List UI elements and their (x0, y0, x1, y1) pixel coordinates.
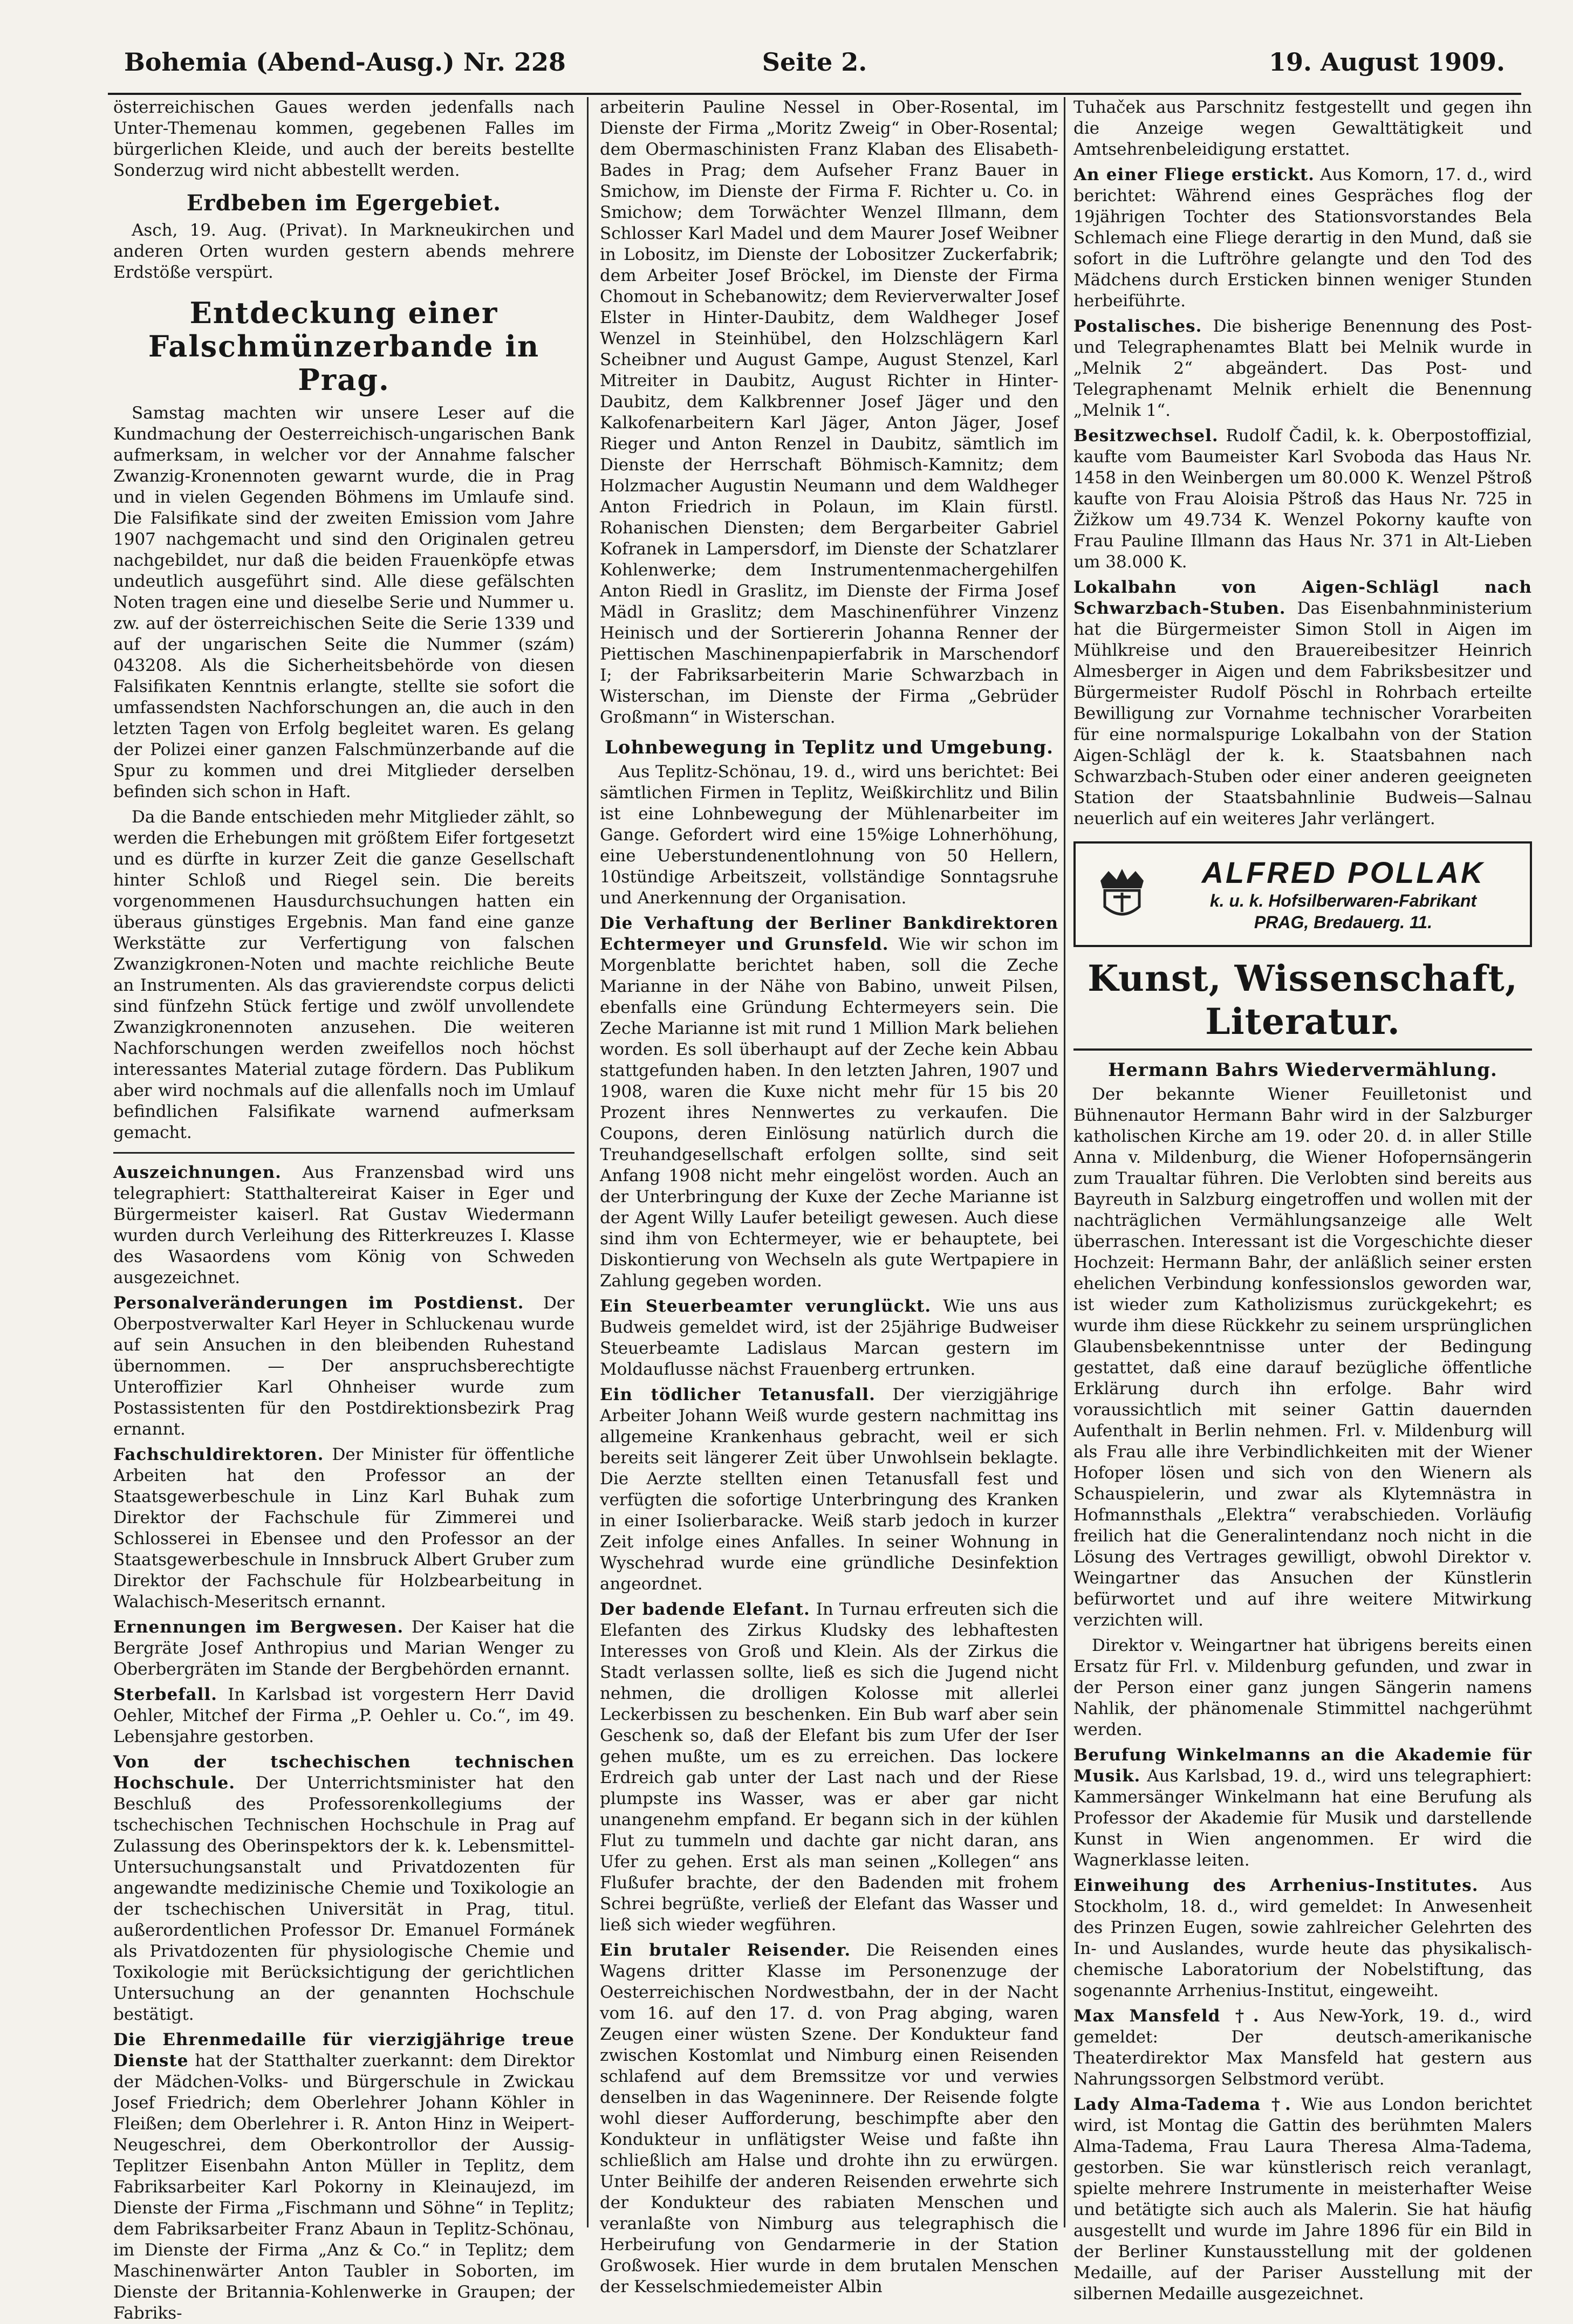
news-item-text: In Karlsbad ist vorgestern Herr David Oehler, Mitchef der Firma „P. Oehler u. Co.“, im 49. Lebensjahre gestorben. (113, 1685, 575, 1746)
news-item-text: Der Unterrichtsminister hat den Beschluß des Professorenkollegiums der tschechischen Technischen Hochschule in Prag auf Zulassung des Oberinspektors der k. k. Lebensmittel-Untersuchungsanstalt und Privatdozenten für angewandte medizinische Chemie und Toxikologie an der tschechischen Universität in Prag, titul. außerordentlichen Professor Dr. Emanuel Formánek als Privatdozenten für physiologische Chemie und Toxikologie mit Berücksichtigung der gerichtlichen Untersuchung an der genannten Hochschule bestätigt. (113, 1773, 575, 2024)
column-1 (113, 97, 575, 2323)
news-item-keyword: Sterbefall. (113, 1685, 217, 1704)
news-item (1073, 316, 1532, 421)
news-item (113, 1444, 575, 1613)
news-item-keyword: Max Mansfeld †. (1073, 2006, 1260, 2026)
news-item-text: Der vierzigjährige Arbeiter Johann Weiß wurde gestern nachmittag ins allgemeine Krankenhaus gebracht, weil er sich bereits seit längerer Zeit über Unwohlsein beklagte. Die Aerzte stellten einen Tetanusfall fest und verfügten die sofortige Unterbringung des Kranken in einer Isolierbaracke. Weiß starb jedoch in kurzer Zeit infolge eines Anfalles. In seiner Wohnung in Wyschehrad wurde eine gründliche Desinfektion angeordnet. (600, 1385, 1058, 1594)
news-item-keyword: Ernennungen im Bergwesen. (113, 1617, 404, 1637)
news-item (1073, 2094, 1532, 2305)
masthead-issue: Bohemia (Abend-Ausg.) Nr. 228 (124, 47, 566, 77)
advertisement-text (1171, 855, 1516, 933)
news-item-keyword: Fachschuldirektoren. (113, 1445, 324, 1464)
news-item-keyword: Der badende Elefant. (600, 1600, 810, 1619)
news-item-text: In Turnau erfreuten sich die Elefanten des Zirkus Kludsky des lebhaftesten Interesses von Groß und Klein. Als der Zirkus die Stadt verlassen sollte, ließ es sich die Jugend nicht nehmen, die drolligen Kolosse mit allerlei Leckerbissen zu beschenken. Ein Bub warf aber sein Geschenk so, daß der Elefant bis zum Ufer der Iser gehen mußte, um es zu erreichen. Das lockere Erdreich gab unter der Last nach und der Riese plumpste ins Wasser, was er aber gar nicht unangenehm empfand. Er begann sich in der kühlen Flut zu tummeln und dachte gar nicht daran, ans Ufer zu gehen. Erst als man seinen „Kollegen“ ans Flußufer brachte, der den Badenden mit frohem Schrei begrüßte, verließ der Elefant das Wasser und ließ sich wieder wegführen. (600, 1600, 1058, 1935)
masthead (124, 32, 1505, 92)
news-item (113, 1752, 575, 2025)
article-continuation: arbeiterin Pauline Nessel in Ober-Rosental, im Dienste der Firma „Moritz Zweig“ in Ober-Rosental; dem Obermaschinisten Franz Klaban des Elisabeth-Bades in Prag; dem Aufseher Franz Bauer in Smichow, im Dienste der Firma F. Richter u. Co. in Smichow; dem Torwächter Wenzel Illmann, dem Schlosser Karl Madel und dem Maurer Josef Weibner in Lobositz, im Dienste der Lobositzer Zuckerfabrik; dem Arbeiter Josef Bröckel, im Dienste der Firma Chomout in Schebanowitz; dem Revierverwalter Josef Elster in Hinter-Daubitz, dem Waldheger Josef Wenzel in Steinhübel, den Holzschlägern Karl Scheibner und August Gampe, August Stenzel, Karl Mitreiter in Daubitz, August Richter in Hinter-Daubitz, dem Kalkbrenner Josef Jäger und den Kalkofenarbeitern Karl Jäger, Anton Jäger, Josef Rieger und Anton Renzel in Daubitz, sämtlich im Dienste der Herrschaft Böhmisch-Kamnitz; dem Holzmacher Augustin Neumann und dem Waldheger Anton Friedrich in Polaun, im Klain fürstl. Rohanischen Diensten; dem Bergarbeiter Gabriel Kofranek in Lampersdorf, im Dienste der Schatzlarer Kohlenwerke; dem Instrumentenmachergehilfen Anton Riedl in Graslitz, im Dienste der Firma Josef Mädl in Graslitz; dem Maschinenführer Vinzenz Heinisch und der Sortiererin Johanna Renner der Piettischen Maschinenpapierfabrik in Marschendorf I; der Fabriksarbeiterin Marie Schwarzbach in Wisterschan, im Dienste der Firma „Gebrüder Großmann“ in Wisterschan. (600, 98, 1058, 727)
article-body: Aus Teplitz-Schönau, 19. d., wird uns berichtet: Bei sämtlichen Firmen in Teplitz, Weißkirchlitz und Bilin ist eine Lohnbewegung der Mühlenarbeiter im Gange. Gefordert wird eine 15%ige Lohnerhöhung, eine Ueberstundenentlohnung von 50 Hellern, 10stündige Arbeitszeit, vollständige Sonntagsruhe und Anerkennung der Organisation. (600, 762, 1058, 908)
news-item (600, 1599, 1058, 1936)
news-item-keyword: Lady Alma-Tadema †. (1073, 2095, 1291, 2114)
section-divider (113, 1152, 575, 1154)
news-item-keyword: Ein brutaler Reisender. (600, 1941, 851, 1960)
article-title: Lohnbewegung in Teplitz und Umgebung. (604, 737, 1054, 758)
column-3 (1073, 97, 1533, 2304)
article-title: Erdbeben im Egergebiet. (186, 190, 502, 216)
news-item-keyword: Die Verhaftung der Berliner Bankdirektoren Echtermeyer und Grunsfeld. (600, 914, 1058, 954)
article-body: Samstag machten wir unsere Leser auf die Kundmachung der Oesterreichisch-ungarischen Bank aufmerksam, in welcher vor der Annahme falscher Zwanzig-Kronennoten gewarnt wurde, die in Prag und in vielen Gegenden Böhmens im Umlaufe sind. Die Falsifikate sind der zweiten Emission vom Jahre 1907 nachgemacht und sind den Originalen getreu nachgebildet, nur daß die beiden Frauenköpfe etwas undeutlich ausgeführt sind. Alle diese gefälschten Noten tragen eine und dieselbe Serie und Nummer u. zw. auf der österreichischen Seite die Serie 1339 und auf der ungarischen Seite die Nummer (szám) 043208. Als die Sicherheitsbehörde von diesen Falsifikaten Kenntnis erlangte, stellte sie sofort die umfassendsten Nachforschungen an, die auch in den letzten Tagen von Erfolg begleitet waren. Es gelang der Polizei einer ganzen Falschmünzerbande auf die Spur zu kommen und drei Mitglieder derselben befinden sich schon in Haft. (113, 403, 575, 801)
news-item-keyword: An einer Fliege erstickt. (1073, 165, 1315, 184)
news-item (600, 1940, 1058, 2298)
news-item-text: Aus Komorn, 17. d., wird berichtet: Während eines Gespräches flog der 19jährigen Tochter des Stationsvorstandes Bela Schlemach eine Fliege derartig in den Mund, daß sie sofort in die Luftröhre gelangte und den Tod des Mädchens durch Ersticken binnen weniger Stunden herbeiführte. (1073, 165, 1532, 311)
masthead-page-number: Seite 2. (762, 47, 867, 77)
news-item (113, 1293, 575, 1440)
masthead-rule (108, 93, 1521, 95)
masthead-date: 19. August 1909. (1268, 47, 1505, 77)
news-item (113, 2030, 575, 2324)
news-item (1073, 1745, 1532, 1871)
news-item-keyword: Berufung Winkelmanns an die Akademie für Musik. (1073, 1745, 1532, 1786)
news-item-text: Aus Franzensbad wird uns telegraphiert: Statthaltereirat Kaiser in Eger und Bürgermeister kaiserl. Rat Gustav Wiedermann wurden durch Verleihung des Ritterkreuzes I. Klasse des Wasaordens vom König von Schweden ausgezeichnet. (113, 1163, 575, 1287)
news-item-text: Wie aus London berichtet wird, ist Montag die Gattin des berühmten Malers Alma-Tadema, Frau Laura Theresa Alma-Tadema, gestorben. Sie war künstlerisch reich veranlagt, spielte mehrere Instrumente in meisterhafter Weise und betätigte sich auch als Malerin. Sie hat häufig ausgestellt und wurde im Jahre 1896 für ein Bild in der Berliner Kunstausstellung mit der goldenen Medaille, auf der Pariser Ausstellung mit der silbernen Medaille ausgezeichnet. (1073, 2095, 1532, 2304)
news-item (600, 1296, 1058, 1380)
advertiser-address: PRAG, Bredauerg. 11. (1254, 913, 1433, 932)
news-item (600, 1384, 1058, 1595)
article-body: Da die Bande entschieden mehr Mitglieder zählt, so werden die Erhebungen mit größtem Eifer fortgesetzt und es dürfte in kurzer Zeit die ganze Gesellschaft hinter Schloß und Riegel sein. Die bereits vorgenommenen Hausdurchsuchungen hatten ein überaus günstiges Ergebnis. Man fand eine ganze Werkstätte zur Verfertigung von falschen Zwanzigkronen-Noten und machte reichliche Beute an Instrumenten. Als das gravierendste corpus delicti sind fünfzehn Stück fertige und zwölf unvollendete Zwanzigkronennoten anzusehen. Die weiteren Nachforschungen werden zweifellos noch höchst interessantes Material zutage fördern. Das Publikum aber wird nochmals auf die allenfalls noch im Umlauf befindlichen Falsifikate warnend aufmerksam gemacht. (113, 807, 575, 1142)
news-item-keyword: Besitzwechsel. (1073, 426, 1219, 445)
news-item (1073, 577, 1532, 829)
news-item-text: hat der Statthalter zuerkannt: dem Direktor der Mädchen-Volks- und Bürgerschule in Zwickau Josef Friedrich; dem Oberlehrer Johann Köhler in Fleißen; dem Oberlehrer i. R. Anton Hinz in Weipert-Neugeschrei, dem Oberkontrollor der Aussig-Teplitzer Eisenbahn Anton Müller in Teplitz, dem Fabriksarbeiter Karl Pokorny in Kleinaujezd, im Dienste der Firma „Fischmann und Söhne“ in Teplitz; dem Fabriksarbeiter Franz Abaun in Teplitz-Schönau, im Dienste der Firma „Anz & Co.“ in Teplitz; dem Maschinenwärter Anton Taubler in Soborten, im Dienste der Britannia-Kohlenwerke in Graupen; der Fabriks- (113, 2051, 575, 2323)
news-item-keyword: Ein Steuerbeamter verunglückt. (600, 1297, 932, 1316)
news-item-text: Aus Stockholm, 18. d., wird gemeldet: In Anwesenheit des Prinzen Eugen, sowie zahlreicher Gelehrten des In- und Auslandes, wurde heute das physikalisch-chemische Laboratorium der Nobelstiftung, das sogenannte Arrhenius-Institut, eingeweiht. (1073, 1876, 1532, 2000)
crown-shield-icon (1090, 865, 1154, 924)
news-item-keyword: Einweihung des Arrhenius-Institutes. (1073, 1876, 1479, 1895)
news-item-keyword: Von der tschechischen technischen Hochschule. (113, 1752, 575, 1793)
advertiser-title: k. u. k. Hofsilberwaren-Fabrikant (1209, 891, 1477, 910)
news-item (1073, 1875, 1532, 2001)
column-separator (587, 97, 589, 2227)
section-heading: Kunst, Wissenschaft, Literatur. (1088, 957, 1518, 1043)
article-body: Direktor v. Weingartner hat übrigens bereits einen Ersatz für Frl. v. Mildenburg gefunden, und zwar in der Person einer ganz jungen Sängerin namens Nahlik, der phänomenale Stimmittel nachgerühmt werden. (1073, 1636, 1532, 1739)
article-continuation: österreichischen Gaues werden jedenfalls nach Unter-Themenau kommen, gegebenen Falles im bürgerlichen Kleide, und auch der bereits bestellte Sonderzug wird nicht abbestellt werden. (113, 98, 575, 180)
news-item (113, 1684, 575, 1747)
news-item-text: Der Kaiser hat die Bergräte Josef Anthropius und Marian Wenger zu Oberbergräten im Stande der Bergbehörden ernannt. (113, 1617, 575, 1679)
news-item-keyword: Lokalbahn von Aigen-Schlägl nach Schwarzbach-Stuben. (1073, 578, 1532, 618)
advertiser-name: ALFRED POLLAK (1201, 855, 1485, 889)
news-item (113, 1162, 575, 1288)
news-item (600, 913, 1058, 1292)
news-item-text: Wie uns aus Budweis gemeldet wird, ist der 25jährige Budweiser Steuerbeamte Ladislaus Marcan gestern im Moldauflusse nächst Frauenberg ertrunken. (600, 1297, 1059, 1379)
news-item-text: Rudolf Čadil, k. k. Oberpostoffizial, kaufte vom Baumeister Karl Svoboda das Haus Nr. 1458 in den Weinbergen um 80.000 K. Wenzel Pštroß kaufte von Frau Aloisia Pštroß das Haus Nr. 725 in Žižkow um 49.734 K. Wenzel Pokorny kaufte von Frau Pauline Illmann das Haus Nr. 371 in Alt-Lieben um 38.000 K. (1073, 426, 1532, 572)
news-item-keyword: Postalisches. (1073, 317, 1202, 336)
news-item (1073, 164, 1532, 312)
news-item-text: Der Minister für öffentliche Arbeiten hat den Professor an der Staatsgewerbeschule in Linz Karl Buhak zum Direktor der Fachschule für Zimmerei und Schlosserei in Ebensee und den Professor an der Staatsgewerbeschule in Innsbruck Albert Gruber zum Direktor der Fachschule für Holzbearbeitung in Walachisch-Meseritsch ernannt. (113, 1445, 575, 1612)
news-item-text: Die Reisenden eines Wagens dritter Klasse im Personenzuge der Oesterreichischen Nordwestbahn, der in der Nacht vom 16. auf den 17. d. von Prag abging, waren Zeugen einer wüsten Szene. Der Kondukteur fand zwischen Kostomlat und Nimburg einen Reisenden schlafend auf dem Bremssitze vor und verwies denselben in das Wageninnere. Der Reisende folgte wohl dieser Aufforderung, beschimpfte aber den Kondukteur in unflätigster Weise und faßte ihn schließlich am Halse und drohte ihn zu erwürgen. Unter Beihilfe der anderen Reisenden erwehrte sich der Kondukteur des rabiaten Menschen und veranlaßte von Nimburg aus telegraphisch die Herbeirufung von Gendarmerie in der Station Großwosek. Hier wurde in dem brutalen Menschen der Kesselschmiedemeister Albin (600, 1941, 1058, 2296)
news-item-keyword: Die Ehrenmedaille für vierzigjährige treue Dienste (113, 2030, 575, 2071)
news-item-text: Der Oberpostverwalter Karl Heyer in Schluckenau wurde auf sein Ansuchen in den bleibenden Ruhestand übernommen. — Der anspruchsberechtigte Unteroffizier Karl Ohnheiser wurde zum Postassistenten für den Postdirektionsbezirk Prag ernannt. (113, 1293, 575, 1439)
news-item-keyword: Personalveränderungen im Postdienst. (113, 1293, 524, 1313)
news-item-text: Aus Karlsbad, 19. d., wird uns telegraphiert: Kammersänger Winkelmann hat eine Berufung als Professor der Akademie für Musik und darstellende Kunst in Wien angenommen. Er wird die Wagnerklasse leiten. (1073, 1766, 1533, 1870)
news-item-keyword: Ein tödlicher Tetanusfall. (600, 1385, 876, 1404)
news-item (113, 1617, 575, 1680)
column-separator (1064, 97, 1065, 2227)
column-2 (600, 97, 1059, 2296)
section-divider (1073, 1048, 1532, 1051)
article-continuation: Tuhaček aus Parschnitz festgestellt und gegen ihn die Anzeige wegen Gewalttätigkeit und Amtsehrenbeleidigung erstattet. (1073, 98, 1532, 159)
news-item-text: Wie wir schon im Morgenblatte berichtet haben, soll die Zeche Marianne in der Nähe von Babino, unweit Pilsen, ebenfalls eine Gründung Echtermeyers sein. Die Zeche Marianne ist mit rund 1 Million Mark beliehen worden. Es soll überhaupt auf der Zeche kein Abbau stattgefunden haben. In den letzten Jahren, 1907 und 1908, waren die Kuxe nicht mehr für 15 bis 20 Prozent ihres Nennwertes zu verkaufen. Die Coupons, deren Einlösung natürlich durch die Treuhandgesellschaft erfolgen sollte, sind seit Anfang 1908 nicht mehr eingelöst worden. Auch an der Unterbringung der Kuxe der Zeche Marianne ist der Agent Willy Laufer beteiligt gewesen. Auch diese sind ihm von Echtermeyer, wie er behauptete, bei Diskontierung von Wechseln als gute Wertpapiere in Zahlung gegeben worden. (600, 935, 1058, 1291)
news-item-text: Aus New-York, 19. d., wird gemeldet: Der deutsch-amerikanische Theaterdirektor Max Mansfeld hat gestern aus Nahrungssorgen Selbstmord verübt. (1073, 2006, 1532, 2089)
article-body: Der bekannte Wiener Feuilletonist und Bühnenautor Hermann Bahr wird in der Salzburger katholischen Kirche am 19. oder 20. d. in aller Stille Anna v. Mildenburg, die Wiener Hofopernsängerin zum Traualtar führen. Die Verlobten sind bereits aus Bayreuth in Salzburg eingetroffen und wollen mit der nachträglichen Vermählungsanzeige alle Welt überraschen. Interessant ist die Vorgeschichte dieser Hochzeit: Hermann Bahr, der anläßlich seiner ersten ehelichen Verbindung konfessionslos geworden war, ist wieder zum Katholizismus zurückgekehrt; es wurde ihm diese Rückkehr zu seinem ursprünglichen Glaubensbekenntnisse unter der Bedingung gestattet, daß eine darauf bezügliche öffentliche Erklärung durch ihn erfolge. Bahr wird voraussichtlich mit seiner Gattin dauernden Aufenthalt in Berlin nehmen. Frl. v. Mildenburg will als Frau alle ihre Verbindlichkeiten mit der Wiener Hofoper lösen und sich von den Wienern als Schauspielerin, und zwar als Klytemnästra in Hofmannsthals „Elektra“ verabschieden. Vorläufig freilich hat die Generalintendanz noch nicht in die Lösung des Vertrages gewilligt, obwohl Direktor v. Weingartner das Ansuchen der Künstlerin befürwortet und auf ihre weitere Mitwirkung verzichten will. (1073, 1085, 1532, 1630)
news-item-text: Das Eisenbahnministerium hat die Bürgermeister Simon Stoll in Aigen im Mühlkreise und den Brauereibesitzer Heinrich Almesberger in Aigen und dem Fabriksbesitzer und Bürgermeister Rudolf Pöschl in Rohrbach erteilte Bewilligung zur Vornahme technischer Vorarbeiten für eine normalspurige Lokalbahn von der Station Aigen-Schlägl der k. k. Staatsbahnen nach Schwarzbach-Stuben oder einer anderen geeigneten Station der Staatsbahnlinie Budweis—Salnau neuerlich auf ein weiteres Jahr verlängert. (1073, 599, 1532, 828)
news-item (1073, 426, 1532, 573)
article-title: Entdeckung einer Falschmünzerbande in Prag. (148, 296, 540, 397)
news-item (1073, 2006, 1532, 2090)
news-item-text: Die bisherige Benennung des Post- und Telegraphenamtes Blatt bei Melnik wurde in „Melnik 2“ abgeändert. Das Post- und Telegraphenamt Melnik erhielt die Benennung „Melnik 1“. (1073, 317, 1532, 420)
article-title: Hermann Bahrs Wiedervermählung. (1108, 1059, 1497, 1081)
advertisement (1073, 841, 1532, 947)
article-body: Asch, 19. Aug. (Privat). In Markneukirchen und anderen Orten wurden gestern abends mehrere Erdstöße verspürt. (113, 221, 575, 282)
news-item-keyword: Auszeichnungen. (113, 1163, 282, 1182)
